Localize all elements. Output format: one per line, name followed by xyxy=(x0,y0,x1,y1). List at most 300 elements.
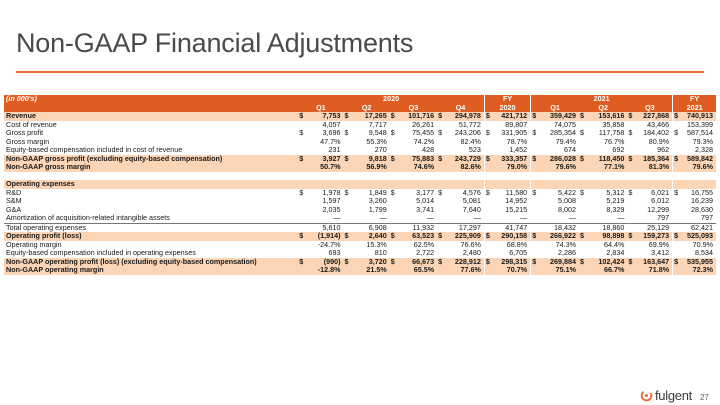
currency-symbol xyxy=(673,197,683,206)
currency-symbol: $ xyxy=(390,188,395,197)
cell-value: 3,696 xyxy=(322,129,341,137)
cell-value: 243,206 xyxy=(447,129,484,138)
currency-symbol xyxy=(531,138,541,147)
currency-symbol xyxy=(627,197,637,206)
currency-symbol xyxy=(437,197,447,206)
cell-value xyxy=(541,172,579,181)
currency-symbol: $ xyxy=(531,112,541,121)
currency-symbol: $ xyxy=(437,232,447,241)
row-label: Operating expenses xyxy=(4,180,298,189)
cell-value: 428 xyxy=(422,146,435,154)
currency-symbol xyxy=(627,214,637,223)
cell-value: 1,452 xyxy=(495,146,531,155)
currency-symbol xyxy=(484,163,494,172)
currency-symbol: $ xyxy=(674,188,679,197)
cell-value xyxy=(495,180,531,189)
cell-value: 4,576 xyxy=(447,189,484,198)
currency-symbol xyxy=(484,266,494,275)
currency-symbol: $ xyxy=(674,129,679,137)
cell-value: 1,799 xyxy=(368,205,387,214)
row-label: R&D xyxy=(6,188,22,197)
currency-symbol xyxy=(390,206,400,215)
cell-value: 75,455 xyxy=(412,129,435,137)
currency-symbol: $ xyxy=(437,155,447,164)
currency-symbol xyxy=(484,249,494,258)
cell-value xyxy=(638,180,673,189)
currency-symbol: $ xyxy=(344,129,349,137)
cell-value: 243,729 xyxy=(447,155,484,164)
currency-symbol xyxy=(579,138,589,147)
currency-symbol: $ xyxy=(579,232,589,241)
cell-value: 51,772 xyxy=(447,121,484,130)
table-header-quarters xyxy=(4,104,716,113)
table-row xyxy=(4,266,716,275)
currency-symbol xyxy=(627,146,637,155)
currency-symbol xyxy=(344,249,354,258)
cell-value: 11,932 xyxy=(412,223,435,232)
currency-symbol: $ xyxy=(673,232,683,241)
cell-value: 589,842 xyxy=(683,155,716,164)
currency-symbol: $ xyxy=(673,112,683,121)
cell-value: 587,514 xyxy=(687,129,713,137)
financial-table xyxy=(4,95,716,275)
currency-symbol xyxy=(531,163,541,172)
currency-symbol xyxy=(531,266,541,275)
year-header-2020: 2020 xyxy=(298,95,484,104)
cell-value: 79.0% xyxy=(495,163,531,172)
currency-symbol xyxy=(627,163,637,172)
cell-value: 225,909 xyxy=(447,232,484,241)
cell-value: 231 xyxy=(328,146,341,154)
currency-symbol xyxy=(484,146,494,155)
currency-symbol: $ xyxy=(627,112,637,121)
cell-value: 9,548 xyxy=(368,129,387,137)
row-label: Revenue xyxy=(4,112,298,121)
cell-value: 5,081 xyxy=(447,197,484,206)
cell-value: 1,978 xyxy=(322,188,341,197)
cell-value: 5,312 xyxy=(606,188,625,197)
cell-value: 18,860 xyxy=(602,223,625,232)
currency-symbol xyxy=(344,223,354,232)
table-header-years xyxy=(4,95,716,104)
currency-symbol xyxy=(673,146,683,155)
cell-value: 3,720 xyxy=(354,258,390,267)
currency-symbol: $ xyxy=(532,129,537,137)
cell-value: 9,818 xyxy=(354,155,390,164)
cell-value: 80.9% xyxy=(638,138,673,147)
currency-symbol xyxy=(627,206,637,215)
currency-symbol: $ xyxy=(299,129,304,137)
fulgent-logo-icon xyxy=(640,389,653,402)
cell-value xyxy=(447,172,484,181)
currency-symbol: $ xyxy=(344,155,354,164)
currency-symbol xyxy=(437,241,447,250)
currency-symbol xyxy=(437,172,447,181)
cell-value: 47.7% xyxy=(320,137,341,146)
currency-symbol: $ xyxy=(484,112,494,121)
currency-symbol xyxy=(673,206,683,215)
currency-symbol: $ xyxy=(485,129,490,137)
cell-value: 5,014 xyxy=(416,197,435,205)
row-label: Amortization of acquisition-related intangible assets xyxy=(4,214,298,223)
cell-value: 75,883 xyxy=(400,155,437,164)
currency-symbol xyxy=(344,206,354,215)
currency-symbol xyxy=(298,172,308,181)
currency-symbol xyxy=(673,249,683,258)
cell-value: 5,219 xyxy=(606,197,625,205)
cell-value xyxy=(400,172,437,181)
cell-value: 16,239 xyxy=(691,197,713,205)
currency-symbol xyxy=(673,266,683,275)
currency-symbol xyxy=(531,223,541,232)
currency-symbol: $ xyxy=(579,112,589,121)
table-row xyxy=(4,172,716,181)
cell-value: 63,523 xyxy=(400,232,437,241)
cell-value: 740,913 xyxy=(683,112,716,121)
currency-symbol: $ xyxy=(484,232,494,241)
row-label xyxy=(4,172,298,181)
currency-symbol xyxy=(437,223,447,232)
cell-value: 15.3% xyxy=(366,240,387,249)
cell-value: 62.5% xyxy=(413,240,435,249)
currency-symbol: $ xyxy=(390,155,400,164)
currency-symbol xyxy=(531,197,541,206)
cell-value: 5,008 xyxy=(558,197,577,205)
year-header-2021: 2021 xyxy=(531,95,673,104)
cell-value: 11,580 xyxy=(495,189,531,198)
currency-symbol: $ xyxy=(390,258,400,267)
currency-symbol xyxy=(673,121,683,130)
cell-value: 8,002 xyxy=(558,205,577,214)
cell-value: 692 xyxy=(612,146,625,154)
cell-value: -24.7% xyxy=(317,240,341,249)
currency-symbol xyxy=(484,206,494,215)
currency-symbol xyxy=(484,214,494,223)
col-header: Q1 xyxy=(298,104,343,113)
currency-symbol xyxy=(627,223,637,232)
currency-symbol xyxy=(484,172,494,181)
cell-value: 525,093 xyxy=(683,232,716,241)
currency-symbol: $ xyxy=(484,258,494,267)
col-header: 2021 xyxy=(673,104,716,113)
cell-value: 17,297 xyxy=(447,223,484,232)
table-row xyxy=(4,241,716,250)
currency-symbol xyxy=(531,146,541,155)
cell-value: 7,717 xyxy=(368,120,387,129)
cell-value xyxy=(400,180,437,189)
cell-value: 77.6% xyxy=(447,266,484,275)
cell-value: 98,898 xyxy=(589,232,627,241)
cell-value: 7,753 xyxy=(309,112,344,121)
table-row xyxy=(4,206,716,215)
cell-value: 55.3% xyxy=(366,137,387,146)
currency-symbol xyxy=(484,138,494,147)
currency-symbol xyxy=(298,180,308,189)
currency-symbol: $ xyxy=(579,155,589,164)
cell-value: 535,955 xyxy=(683,258,716,267)
col-header: Q4 xyxy=(437,104,484,113)
currency-symbol xyxy=(579,241,589,250)
cell-value: 2,722 xyxy=(416,249,435,257)
currency-symbol: $ xyxy=(531,232,541,241)
cell-value: -12.8% xyxy=(309,266,344,275)
currency-symbol xyxy=(344,197,354,206)
cell-value xyxy=(541,180,579,189)
currency-symbol: $ xyxy=(484,155,494,164)
cell-value: 70.9% xyxy=(692,240,713,249)
table-row xyxy=(4,163,716,172)
currency-symbol xyxy=(579,197,589,206)
col-header: Q2 xyxy=(579,104,627,113)
currency-symbol xyxy=(673,214,683,223)
currency-symbol xyxy=(437,138,447,147)
currency-symbol: $ xyxy=(344,112,354,121)
cell-value: 66.7% xyxy=(589,266,627,275)
cell-value: 228,912 xyxy=(447,258,484,267)
cell-value: 74.3% xyxy=(555,240,577,249)
currency-symbol: $ xyxy=(344,232,354,241)
currency-symbol xyxy=(627,121,637,130)
table-row xyxy=(4,258,716,267)
cell-value: — xyxy=(495,214,531,223)
currency-symbol xyxy=(579,249,589,258)
cell-value: 25,129 xyxy=(638,223,673,232)
table-row xyxy=(4,129,716,138)
currency-symbol: $ xyxy=(438,188,443,197)
currency-symbol: $ xyxy=(531,258,541,267)
cell-value: 28,630 xyxy=(691,205,713,214)
cell-value: 21.5% xyxy=(354,266,390,275)
currency-symbol xyxy=(390,241,400,250)
currency-symbol xyxy=(531,214,541,223)
cell-value: 2,035 xyxy=(322,205,341,214)
cell-value: 2,328 xyxy=(695,146,713,154)
currency-symbol xyxy=(531,206,541,215)
cell-value: 6,908 xyxy=(368,223,387,232)
cell-value: 77.1% xyxy=(589,163,627,172)
cell-value xyxy=(354,180,390,189)
currency-symbol xyxy=(390,172,400,181)
cell-value: 270 xyxy=(374,146,387,154)
currency-symbol xyxy=(484,121,494,130)
currency-symbol xyxy=(298,163,308,172)
currency-symbol xyxy=(627,138,637,147)
cell-value: 797 xyxy=(638,214,673,223)
currency-symbol: $ xyxy=(628,188,633,197)
cell-value: 79.6% xyxy=(541,163,579,172)
currency-symbol: $ xyxy=(437,112,447,121)
currency-symbol xyxy=(531,172,541,181)
cell-value: 69.9% xyxy=(638,241,673,250)
cell-value xyxy=(309,180,344,189)
currency-symbol: $ xyxy=(628,129,633,137)
table-row xyxy=(4,232,716,241)
cell-value: 82.4% xyxy=(447,138,484,147)
currency-symbol: $ xyxy=(437,258,447,267)
currency-symbol xyxy=(627,180,637,189)
cell-value: 331,905 xyxy=(495,129,531,138)
currency-symbol xyxy=(484,223,494,232)
currency-symbol: $ xyxy=(299,188,304,197)
currency-symbol xyxy=(579,223,589,232)
cell-value: 286,028 xyxy=(541,155,579,164)
units-label: (in 000's) xyxy=(4,95,298,104)
currency-symbol xyxy=(344,138,354,147)
cell-value: (1,914) xyxy=(309,232,344,241)
currency-symbol xyxy=(344,241,354,250)
currency-symbol xyxy=(390,249,400,258)
currency-symbol: $ xyxy=(390,232,400,241)
cell-value: — xyxy=(309,214,344,223)
cell-value xyxy=(638,172,673,181)
col-header: Q2 xyxy=(344,104,390,113)
cell-value: 74.6% xyxy=(400,163,437,172)
cell-value: 266,922 xyxy=(541,232,579,241)
currency-symbol xyxy=(390,146,400,155)
currency-symbol xyxy=(579,180,589,189)
currency-symbol: $ xyxy=(298,232,308,241)
cell-value: 82.6% xyxy=(447,163,484,172)
fy-header-2021: FY xyxy=(673,95,716,104)
currency-symbol xyxy=(298,146,308,155)
page-number: 27 xyxy=(700,393,709,402)
cell-value: 674 xyxy=(564,146,577,154)
table-row xyxy=(4,249,716,258)
table-row xyxy=(4,155,716,164)
cell-value: — xyxy=(447,214,484,223)
cell-value: 8,329 xyxy=(606,205,625,214)
page-title: Non-GAAP Financial Adjustments xyxy=(16,28,414,58)
currency-symbol xyxy=(673,163,683,172)
cell-value: 810 xyxy=(374,249,387,257)
cell-value: 76.7% xyxy=(603,137,625,146)
cell-value: 8,534 xyxy=(695,249,713,257)
currency-symbol xyxy=(298,197,308,206)
currency-symbol xyxy=(390,214,400,223)
col-header: Q1 xyxy=(531,104,579,113)
currency-symbol xyxy=(437,180,447,189)
cell-value: 3,741 xyxy=(416,205,435,214)
currency-symbol: $ xyxy=(531,155,541,164)
currency-symbol xyxy=(390,121,400,130)
cell-value: 285,354 xyxy=(550,129,577,137)
cell-value: 2,640 xyxy=(354,232,390,241)
currency-symbol xyxy=(298,214,308,223)
cell-value: 81.3% xyxy=(638,163,673,172)
currency-symbol xyxy=(344,163,354,172)
currency-symbol: $ xyxy=(485,188,490,197)
cell-value xyxy=(354,172,390,181)
cell-value: 4,057 xyxy=(322,120,341,129)
currency-symbol xyxy=(390,163,400,172)
cell-value: 269,884 xyxy=(541,258,579,267)
cell-value: 159,273 xyxy=(638,232,673,241)
currency-symbol xyxy=(484,197,494,206)
row-label: Non-GAAP gross profit (excluding equity-based compensation) xyxy=(4,155,298,164)
currency-symbol xyxy=(390,197,400,206)
cell-value: 62,421 xyxy=(691,223,713,232)
cell-value: 294,978 xyxy=(447,112,484,121)
currency-symbol: $ xyxy=(627,258,637,267)
cell-value: 2,480 xyxy=(447,249,484,258)
currency-symbol xyxy=(579,121,589,130)
cell-value: 3,927 xyxy=(309,155,344,164)
title-divider xyxy=(16,71,704,73)
cell-value: — xyxy=(541,214,579,223)
currency-symbol: $ xyxy=(344,258,354,267)
cell-value: 79.6% xyxy=(683,163,716,172)
cell-value: 333,357 xyxy=(495,155,531,164)
cell-value: 298,315 xyxy=(495,258,531,267)
currency-symbol xyxy=(298,138,308,147)
row-label: Equity-based compensation included in operating expenses xyxy=(6,249,196,257)
currency-symbol: $ xyxy=(438,129,443,137)
cell-value: 74.2% xyxy=(413,137,435,146)
cell-value xyxy=(495,172,531,181)
cell-value: 3,260 xyxy=(368,197,387,205)
currency-symbol xyxy=(531,180,541,189)
currency-symbol xyxy=(531,249,541,258)
cell-value: 35,858 xyxy=(602,120,625,129)
currency-symbol xyxy=(344,180,354,189)
currency-symbol xyxy=(390,266,400,275)
cell-value: 12,299 xyxy=(638,206,673,215)
table-row xyxy=(4,146,716,155)
cell-value: 75.1% xyxy=(541,266,579,275)
cell-value: 43,466 xyxy=(638,121,673,130)
currency-symbol xyxy=(298,121,308,130)
currency-symbol xyxy=(627,266,637,275)
cell-value: 185,364 xyxy=(638,155,673,164)
cell-value: 6,021 xyxy=(638,189,673,198)
cell-value: — xyxy=(400,214,437,223)
currency-symbol xyxy=(390,138,400,147)
table-row xyxy=(4,138,716,147)
cell-value: 26,261 xyxy=(412,120,435,129)
cell-value: 14,952 xyxy=(495,197,531,206)
cell-value: 3,412 xyxy=(638,249,673,258)
cell-value: 6,012 xyxy=(638,197,673,206)
table-row xyxy=(4,112,716,121)
currency-symbol xyxy=(437,266,447,275)
cell-value: 3,177 xyxy=(416,188,435,197)
cell-value: 50.7% xyxy=(309,163,344,172)
currency-symbol xyxy=(344,146,354,155)
cell-value: — xyxy=(589,214,627,223)
cell-value: 68.8% xyxy=(495,241,531,250)
currency-symbol: $ xyxy=(627,232,637,241)
currency-symbol: $ xyxy=(390,112,400,121)
currency-symbol xyxy=(437,214,447,223)
cell-value: 359,429 xyxy=(541,112,579,121)
currency-symbol: $ xyxy=(532,188,537,197)
brand-logo xyxy=(640,388,692,403)
currency-symbol xyxy=(298,241,308,250)
currency-symbol xyxy=(673,241,683,250)
cell-value: 76.6% xyxy=(447,241,484,250)
currency-symbol xyxy=(673,138,683,147)
cell-value: 523 xyxy=(447,146,484,155)
cell-value: 693 xyxy=(328,249,341,257)
currency-symbol: $ xyxy=(344,188,349,197)
cell-value: 1,849 xyxy=(368,188,387,197)
cell-value: 16,755 xyxy=(691,188,713,197)
currency-symbol xyxy=(437,121,447,130)
cell-value xyxy=(589,172,627,181)
currency-symbol: $ xyxy=(298,258,308,267)
row-label: Operating margin xyxy=(6,240,62,249)
cell-value: (990) xyxy=(309,258,344,267)
